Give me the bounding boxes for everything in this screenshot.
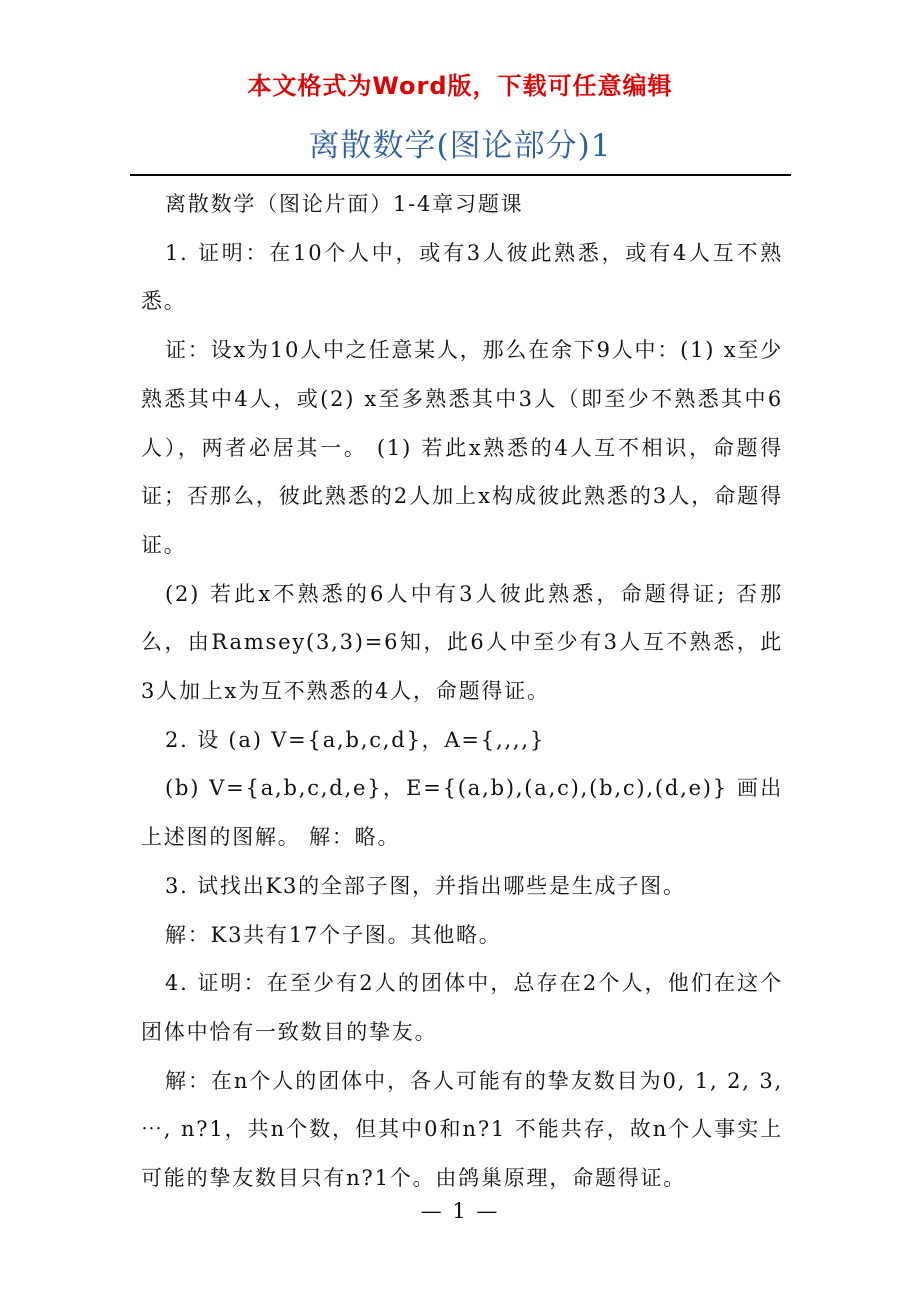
paragraph: 2. 设 (a) V={a,b,c,d}，A={,,,,} <box>165 727 546 752</box>
paragraph: (2) 若此x不熟悉的6人中有3人彼此熟悉，命题得证; 否那么，由Ramsey(3,3)=6知，此6人中至少有3人互不熟悉，此3人加上x为互不熟悉的4人，命题得证。 <box>141 581 783 704</box>
paragraph: 解：在n个人的团体中，各人可能有的挚友数目为0, 1, 2, 3, ⋯, n?1，共n个数，但其中0和n?1 不能共存，故n个人事实上可能的挚友数目只有n?1个。由鸽巢原理，命题得证。 <box>141 1068 783 1191</box>
paragraph: 离散数学（图论片面）1-4章习题课 <box>165 192 524 216</box>
document-body <box>141 180 783 1203</box>
paragraph: (b) V={a,b,c,d,e}，E={(a,b),(a,c),(b,c),(d,e)} 画出上述图的图解。 解：略。 <box>141 776 783 850</box>
format-notice: 本文格式为Word版，下载可任意编辑 <box>247 72 673 100</box>
paragraph: 解：K3共有17个子图。其他略。 <box>165 922 502 947</box>
paragraph: 4. 证明：在至少有2人的团体中，总存在2个人，他们在这个团体中恰有一致数目的挚友。 <box>141 971 783 1044</box>
page-title: 离散数学(图论部分)1 <box>308 128 612 164</box>
paragraph: 3. 试找出K3的全部子图，并指出哪些是生成子图。 <box>165 873 686 898</box>
paragraph: 证：设x为10人中之任意某人，那么在余下9人中：(1) x至少熟悉其中4人，或(2) x至多熟悉其中3人（即至少不熟悉其中6人），两者必居其一。 (1) 若此x熟悉的4人互不相识，命题得证；否那么，彼此熟悉的2人加上x构成彼此熟悉的3人，命题得证。 <box>141 338 783 557</box>
title-divider <box>130 174 791 176</box>
paragraph: 1. 证明：在10个人中，或有3人彼此熟悉，或有4人互不熟悉。 <box>141 240 783 314</box>
page-number: — 1 — <box>420 1199 500 1223</box>
